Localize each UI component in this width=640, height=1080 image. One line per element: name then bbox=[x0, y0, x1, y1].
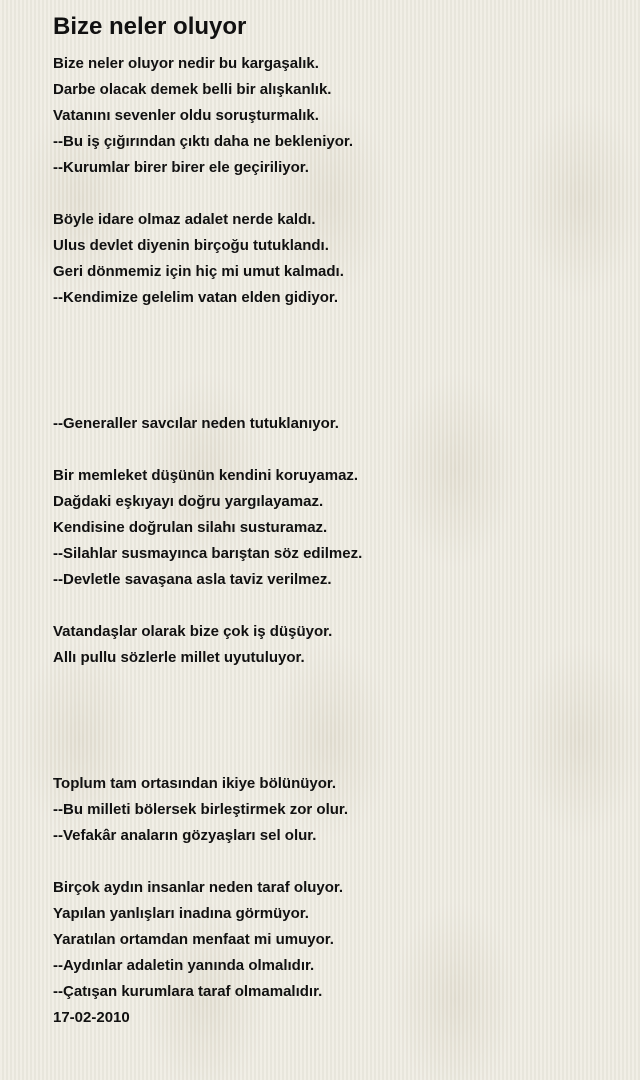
stanza-break bbox=[53, 593, 613, 619]
section-break bbox=[53, 671, 613, 771]
poem-line: Yaratılan ortamdan menfaat mi umuyor. bbox=[53, 931, 334, 948]
poem-line: Darbe olacak demek belli bir alışkanlık. bbox=[53, 81, 332, 98]
poem-line: --Vefakâr anaların gözyaşları sel olur. bbox=[53, 827, 317, 844]
poem-line: --Generaller savcılar neden tutuklanıyor. bbox=[53, 415, 339, 432]
poem-line: --Bu iş çığırından çıktı daha ne bekleniyor. bbox=[53, 133, 354, 150]
poem-line: Böyle idare olmaz adalet nerde kaldı. bbox=[53, 211, 316, 228]
poem-line: --Çatışan kurumlara taraf olmamalıdır. bbox=[53, 983, 323, 1000]
poem-line: Dağdaki eşkıyayı doğru yargılayamaz. bbox=[53, 493, 324, 510]
stanza-break bbox=[53, 181, 613, 207]
poem-line: --Kendimize gelelim vatan elden gidiyor. bbox=[53, 289, 339, 306]
stanza-3 bbox=[53, 411, 613, 437]
poem-line: Vatanını sevenler oldu soruşturmalık. bbox=[53, 107, 319, 124]
poem-line: --Aydınlar adaletin yanında olmalıdır. bbox=[53, 957, 315, 974]
poem bbox=[53, 12, 613, 1031]
poem-line: --Bu milleti bölersek birleştirmek zor olur. bbox=[53, 801, 349, 818]
stanza-6 bbox=[53, 771, 613, 849]
poem-line: Geri dönmemiz için hiç mi umut kalmadı. bbox=[53, 263, 344, 280]
poem-line: Allı pullu sözlerle millet uyutuluyor. bbox=[53, 649, 305, 666]
poem-line: --Kurumlar birer birer ele geçiriliyor. bbox=[53, 159, 309, 176]
stanza-7 bbox=[53, 875, 613, 1005]
poem-line: Vatandaşlar olarak bize çok iş düşüyor. bbox=[53, 623, 333, 640]
stanza-break bbox=[53, 437, 613, 463]
poem-line: --Silahlar susmayınca barıştan söz edilmez. bbox=[53, 545, 363, 562]
stanza-5 bbox=[53, 619, 613, 671]
stanza-2 bbox=[53, 207, 613, 311]
poem-line: Kendisine doğrulan silahı susturamaz. bbox=[53, 519, 328, 536]
poem-line: Bize neler oluyor nedir bu kargaşalık. bbox=[53, 55, 319, 72]
poem-line: Yapılan yanlışları inadına görmüyor. bbox=[53, 905, 309, 922]
section-break bbox=[53, 311, 613, 411]
poem-line: --Devletle savaşana asla taviz verilmez. bbox=[53, 571, 332, 588]
poem-title: Bize neler oluyor bbox=[53, 13, 247, 40]
poem-line: Toplum tam ortasından ikiye bölünüyor. bbox=[53, 775, 337, 792]
poem-date: 17-02-2010 bbox=[53, 1009, 130, 1026]
poem-line: Birçok aydın insanlar neden taraf oluyor. bbox=[53, 879, 344, 896]
poem-line: Bir memleket düşünün kendini koruyamaz. bbox=[53, 467, 359, 484]
stanza-4 bbox=[53, 463, 613, 593]
poem-line: Ulus devlet diyenin birçoğu tutuklandı. bbox=[53, 237, 329, 254]
stanza-1 bbox=[53, 51, 613, 181]
stanza-break bbox=[53, 849, 613, 875]
poem-body bbox=[53, 51, 613, 1031]
